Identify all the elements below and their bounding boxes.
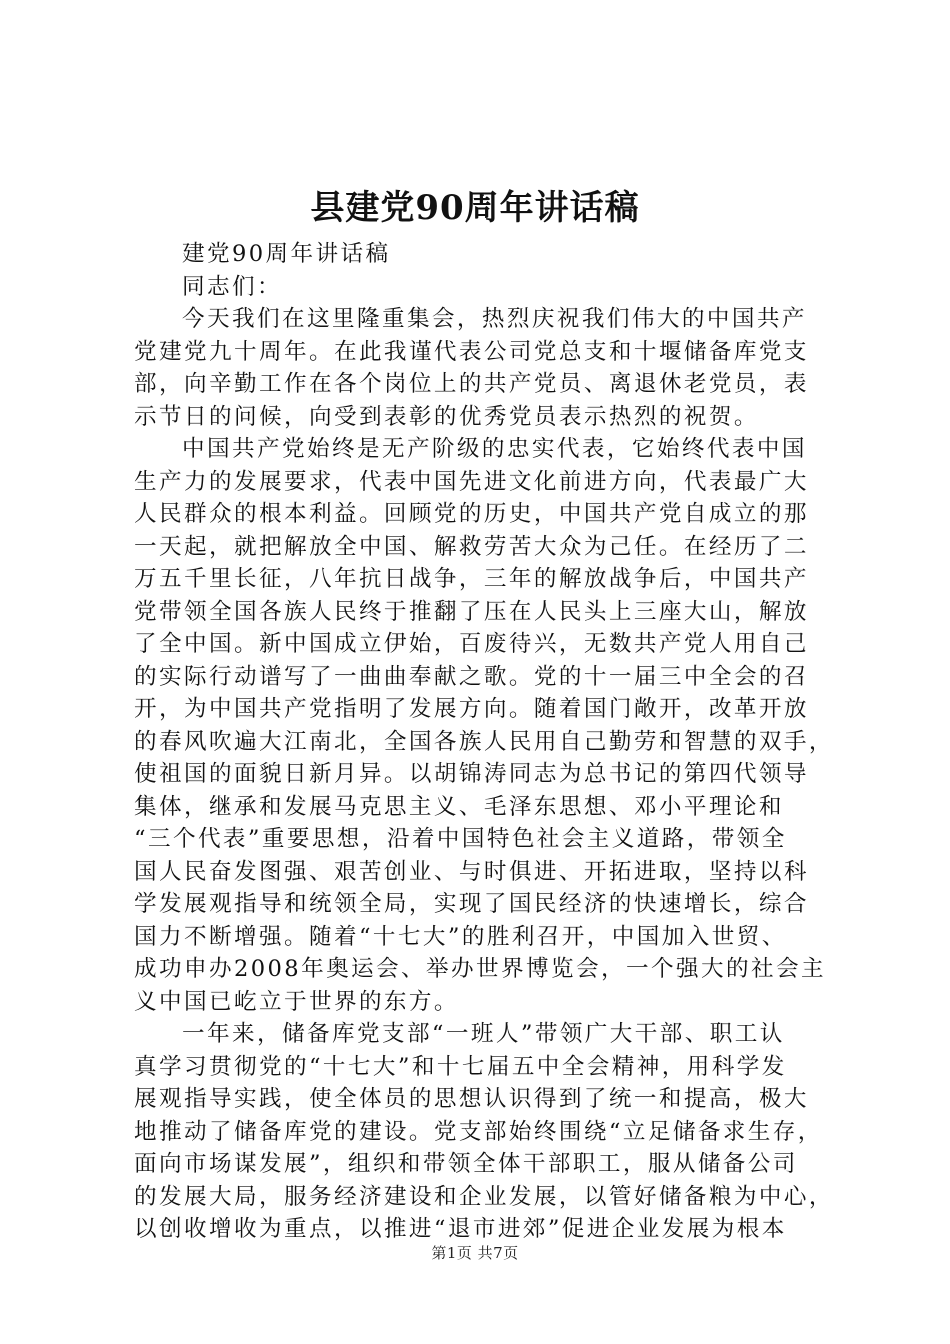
body-line: 的春风吹遍大江南北，全国各族人民用自己勤劳和智慧的双手， [134, 728, 834, 755]
body-line: 党带领全国各族人民终于推翻了压在人民头上三座大山，解放 [134, 598, 809, 625]
body-line: 义中国已屹立于世界的东方。 [134, 988, 459, 1015]
body-line: 生产力的发展要求，代表中国先进文化前进方向，代表最广大 [134, 468, 809, 495]
body-line: 党建党九十周年。在此我谨代表公司党总支和十堰储备库党支 [134, 338, 809, 365]
body-line: 一天起，就把解放全中国、解救劳苦大众为己任。在经历了二 [134, 533, 809, 560]
body-line: 学发展观指导和统领全局，实现了国民经济的快速增长，综合 [134, 891, 809, 917]
body-line: 成功申办2008年奥运会、举办世界博览会，一个强大的社会主 [134, 956, 826, 982]
body-line: 部，向辛勤工作在各个岗位上的共产党员、离退休老党员，表 [134, 371, 809, 397]
body-line: 国人民奋发图强、艰苦创业、与时俱进、开拓进取，坚持以科 [134, 858, 809, 885]
body-line: 一年来，储备库党支部“一班人”带领广大干部、职工认 [182, 1021, 785, 1047]
body-line: 同志们： [182, 273, 282, 300]
body-line: 真学习贯彻党的“十七大”和十七届五中全会精神，用科学发 [134, 1053, 787, 1080]
body-line: 今天我们在这里隆重集会，热烈庆祝我们伟大的中国共产 [182, 306, 807, 332]
body-line: 面向市场谋发展”，组织和带领全体干部职工，服从储备公司 [134, 1151, 798, 1177]
body-line: 展观指导实践，使全体员的思想认识得到了统一和提高，极大 [134, 1086, 809, 1112]
body-line: “三个代表”重要思想，沿着中国特色社会主义道路，带领全 [134, 826, 787, 852]
body-line: 集体，继承和发展马克思主义、毛泽东思想、邓小平理论和 [134, 793, 784, 820]
body-line: 中国共产党始终是无产阶级的忠实代表，它始终代表中国 [182, 436, 807, 462]
body-line: 的实际行动谱写了一曲曲奉献之歌。党的十一届三中全会的召 [134, 663, 809, 690]
body-line: 人民群众的根本利益。回顾党的历史，中国共产党自成立的那 [134, 501, 809, 527]
body-line: 使祖国的面貌日新月异。以胡锦涛同志为总书记的第四代领导 [134, 761, 809, 787]
body-line: 建党90周年讲话稿 [182, 241, 391, 267]
body-line: 的发展大局，服务经济建设和企业发展，以管好储备粮为中心， [134, 1183, 834, 1210]
document-title: 县建党90周年讲话稿 [310, 188, 640, 228]
body-line: 以创收增收为重点，以推进“退市进郊”促进企业发展为根本 [134, 1216, 787, 1242]
body-line: 地推动了储备库党的建设。党支部始终围绕“立足储备求生存， [134, 1118, 823, 1145]
body-line: 了全中国。新中国成立伊始，百废待兴，无数共产党人用自己 [134, 631, 809, 657]
document-body [134, 238, 834, 1246]
body-line: 国力不断增强。随着“十七大”的胜利召开，中国加入世贸、 [134, 923, 787, 950]
body-line: 开，为中国共产党指明了发展方向。随着国门敞开，改革开放 [134, 696, 809, 722]
body-line: 万五千里长征，八年抗日战争，三年的解放战争后，中国共产 [134, 566, 809, 592]
page-footer: 第1页 共7页 [431, 1244, 519, 1262]
body-line: 示节日的问候，向受到表彰的优秀党员表示热烈的祝贺。 [134, 403, 759, 430]
